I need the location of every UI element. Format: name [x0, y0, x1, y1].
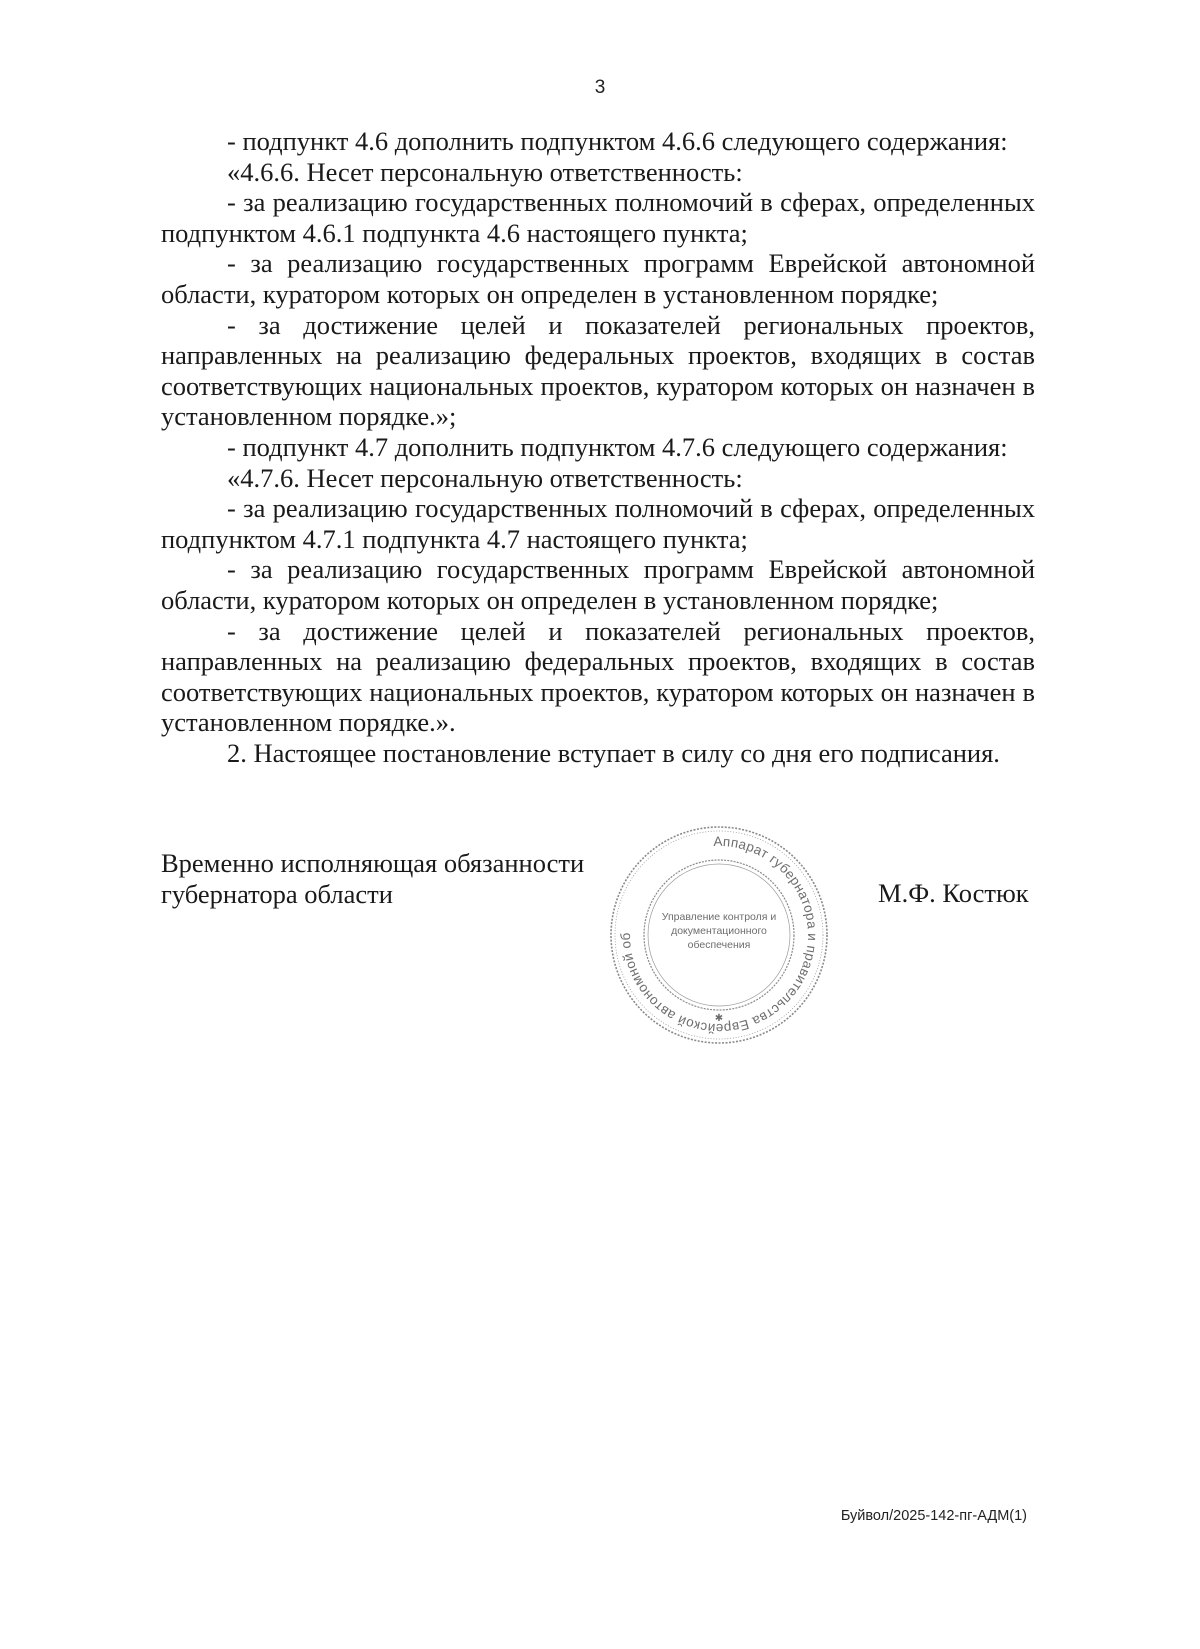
paragraph: подпунктом 4.6.1 подпункта 4.6 настоящего пункта; [161, 217, 748, 248]
paragraph: соответствующих национальных проектов, куратором которых он назначен в [161, 676, 1035, 707]
paragraph: «4.6.6. Несет персональную ответственность: [227, 156, 743, 187]
paragraph: области, куратором которых он определен в установленном порядке; [161, 584, 939, 615]
signatory-position [161, 848, 584, 910]
page-number: 3 [594, 77, 606, 98]
paragraph: - за реализацию государственных программ Еврейской автономной [227, 554, 1035, 585]
signatory-name: М.Ф. Костюк [878, 878, 1029, 908]
paragraph: установленном порядке.»; [161, 401, 457, 432]
document-registration-code: Буйвол/2025-142-пг-АДМ(1) [840, 1508, 1027, 1524]
signatory-position-line: губернатора области [161, 879, 393, 909]
stamp-inner-line: документационного [671, 925, 767, 937]
paragraph: - за реализацию государственных программ Еврейской автономной [227, 248, 1035, 279]
document-body [161, 126, 1035, 768]
stamp-inner-line: обеспечения [687, 939, 751, 951]
paragraph: соответствующих национальных проектов, куратором которых он назначен в [161, 370, 1035, 401]
paragraph: «4.7.6. Несет персональную ответственность: [227, 462, 743, 493]
paragraph: - подпункт 4.6 дополнить подпунктом 4.6.6 следующего содержания: [227, 126, 1008, 156]
signatory-position-line: Временно исполняющая обязанности [161, 848, 585, 878]
paragraph: области, куратором которых он определен в установленном порядке; [161, 278, 939, 309]
paragraph: 2. Настоящее постановление вступает в силу со дня его подписания. [227, 737, 1000, 768]
paragraph: направленных на реализацию федеральных проектов, входящих в состав [161, 340, 1035, 371]
paragraph: - за реализацию государственных полномочий в сферах, определенных [227, 187, 1035, 218]
stamp-star-icon: ✱ [714, 1013, 724, 1024]
paragraph: установленном порядке.». [161, 707, 456, 738]
stamp-inner-line: Управление контроля и [661, 911, 777, 923]
paragraph: - за реализацию государственных полномочий в сферах, определенных [227, 493, 1035, 524]
stamp-outer-text: Аппарат губернатора и правительства Еврейской автономной об [617, 833, 821, 1037]
paragraph: - за достижение целей и показателей региональных проектов, [227, 615, 1035, 646]
official-stamp [606, 822, 832, 1048]
paragraph: - подпункт 4.7 дополнить подпунктом 4.7.6 следующего содержания: [227, 431, 1008, 462]
paragraph: подпунктом 4.7.1 подпункта 4.7 настоящего пункта; [161, 523, 748, 554]
paragraph: направленных на реализацию федеральных проектов, входящих в состав [161, 646, 1035, 677]
paragraph: - за достижение целей и показателей региональных проектов, [227, 309, 1035, 340]
